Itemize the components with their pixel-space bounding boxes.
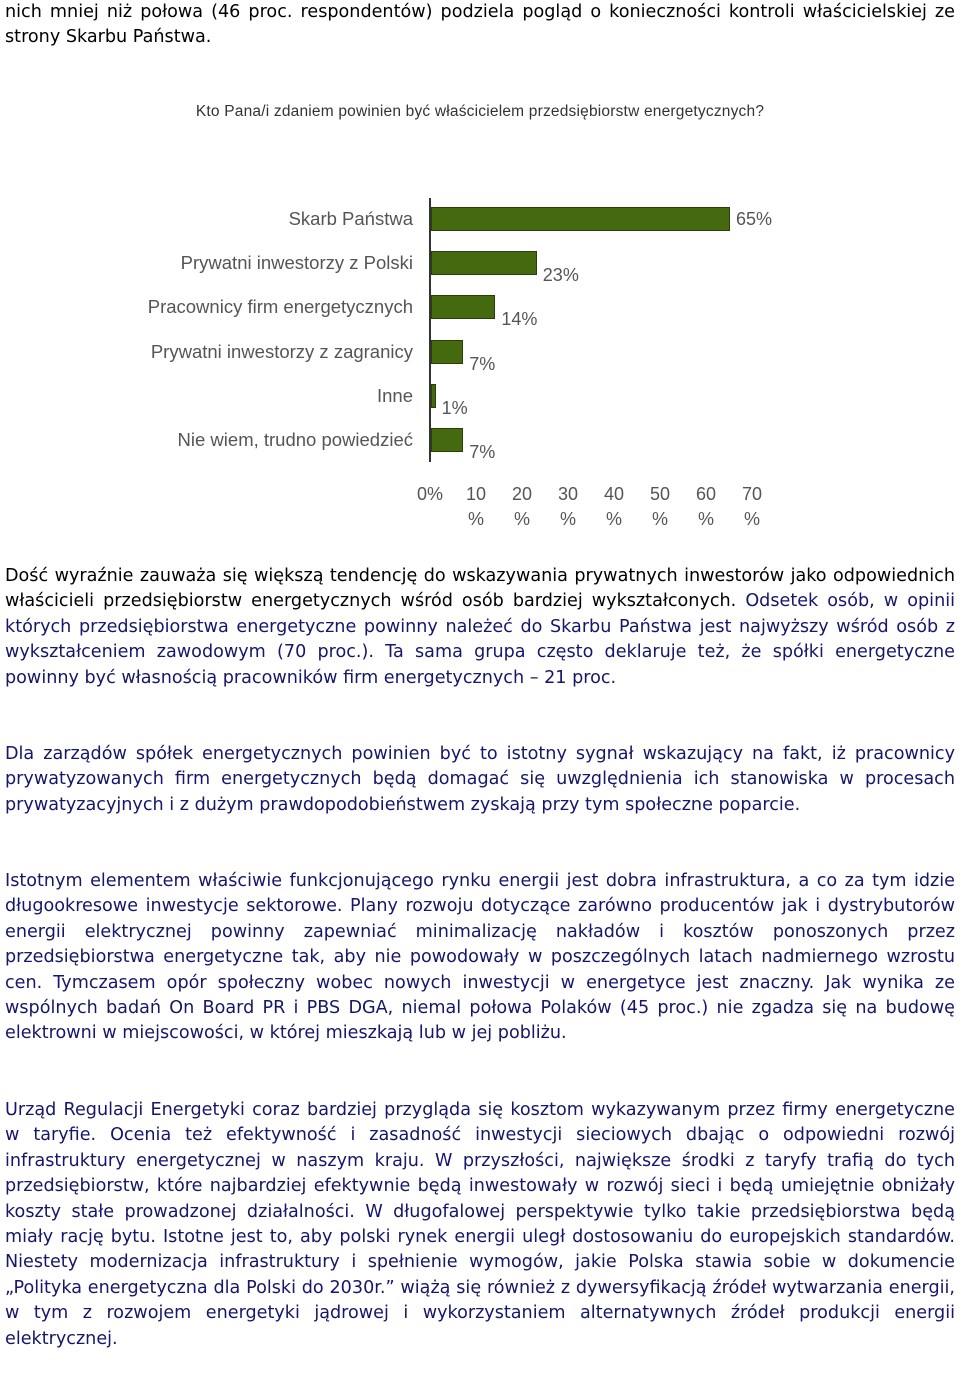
- paragraph-1: [5, 564, 955, 691]
- x-tick-label: 50 %: [649, 484, 671, 529]
- paragraph-3-highlight: Istotnym elementem właściwie funkcjonującego rynku energii jest dobra infrastruktura, a co za tym idzie długookresowe inwestycje sektorowe. Plany rozwoju dotyczące zarówno producentów jak i dystrybutorów energii elektrycznej powinny zapewniać minimalizację nakładów i kosztów ponoszonych przez przedsiębiorstwa energetyczne tak, aby nie powodowały w poszczególnych latach nadmiernego wzrostu cen. Tymczasem opór społeczny wobec nowych inwestycji w energetyce jest znaczny. Jak wynika ze wspólnych badań On Board PR i PBS DGA, niemal połowa Polaków (45 proc.) nie zgadza się na budowę elektrowni w miejscowości, w której mieszkają lub w jej pobliżu.: [5, 871, 955, 1044]
- bar: [431, 340, 463, 364]
- data-label: 23%: [542, 265, 579, 286]
- bar: [431, 295, 495, 319]
- data-label: 65%: [736, 209, 773, 229]
- data-label: 7%: [469, 353, 496, 374]
- x-tick-label: 70 %: [741, 484, 763, 529]
- category-label: Pracownicy firm energetycznych: [147, 296, 413, 318]
- bar: [431, 384, 436, 408]
- x-tick-label: 30 %: [557, 484, 579, 529]
- category-label: Skarb Państwa: [288, 208, 413, 229]
- chart-axis-line: [429, 198, 431, 462]
- paragraph-2: [5, 742, 955, 818]
- bar: [431, 251, 537, 275]
- bar: [431, 207, 730, 231]
- data-label: 1%: [441, 397, 468, 418]
- x-tick-label: 20 %: [511, 484, 533, 529]
- x-tick-label: 40 %: [603, 484, 625, 529]
- paragraph-1-highlight: Odsetek osób, w opinii których przedsiębiorstwa energetyczne powinny należeć do Skarbu Państwa jest najwyższy wśród osób z wykształceniem zawodowym (70 proc.). Ta sama grupa często deklaruje też, że spółki energetyczne powinny być własnością pracowników firm energetycznych – 21 proc.: [5, 591, 955, 688]
- bar: [431, 428, 463, 452]
- category-label: Nie wiem, trudno powiedzieć: [177, 429, 413, 450]
- x-tick-label: 60 %: [695, 484, 717, 529]
- category-label: Prywatni inwestorzy z Polski: [180, 252, 413, 274]
- data-label: 7%: [469, 442, 496, 462]
- category-label: Inne: [376, 384, 413, 406]
- x-tick-label: 0%: [416, 484, 443, 504]
- data-label: 14%: [501, 309, 538, 330]
- intro-paragraph: nich mniej niż połowa (46 proc. respondentów) podziela pogląd o konieczności kontroli właścicielskiej ze strony Skarbu Państwa.: [5, 2, 955, 48]
- paragraph-2-highlight: Dla zarządów spółek energetycznych powinien być to istotny sygnał wskazujący na fakt, iż pracownicy prywatyzowanych firm energetycznych będą domagać się uwzględnienia ich stanowiska w procesach prywatyzacyjnych i z dużym prawdopodobieństwem zyskają przy tym społeczne poparcie.: [5, 744, 955, 815]
- chart-title: Kto Pana/i zdaniem powinien być właścicielem przedsiębiorstw energetycznych?: [195, 103, 765, 120]
- paragraph-3: [5, 869, 955, 1047]
- category-label: Prywatni inwestorzy z zagranicy: [150, 340, 413, 362]
- x-tick-label: 10 %: [465, 484, 487, 529]
- paragraph-1-text: Dość wyraźnie zauważa się większą tendencję do wskazywania prywatnych inwestorów jako odpowiednich właścicieli przedsiębiorstw energetycznych wśród osób bardziej wykształconych.: [5, 566, 955, 612]
- paragraph-4: [5, 1098, 955, 1352]
- paragraph-4-highlight: Urząd Regulacji Energetyki coraz bardziej przygląda się kosztom wykazywanym przez firmy energetyczne w taryfie. Ocenia też efektywność i zasadność inwestycji sieciowych dbając o odpowiedni rozwój infrastruktury energetycznej w naszym kraju. W przyszłości, największe środki z taryfy trafią do tych przedsiębiorstw, które najbardziej efektywnie będą inwestowały w rozwój sieci i będą umiejętnie obniżały koszty stałe prowadzonej działalności. W długofalowej perspektywie tylko takie przedsiębiorstwa będą miały rację bytu. Istotne jest to, aby polski rynek energii uległ dostosowaniu do europejskich standardów. Niestety modernizacja infrastruktury i spełnienie wymogów, jakie Polska stawia sobie w dokumencie „Polityka energetyczna dla Polski do 2030r.” wiążą się również z dywersyfikacją źródeł wytwarzania energii, w tym z rozwojem energetyki jądrowej i wykorzystaniem alternatywnych źródeł produkcji energii elektrycznej.: [5, 1100, 955, 1349]
